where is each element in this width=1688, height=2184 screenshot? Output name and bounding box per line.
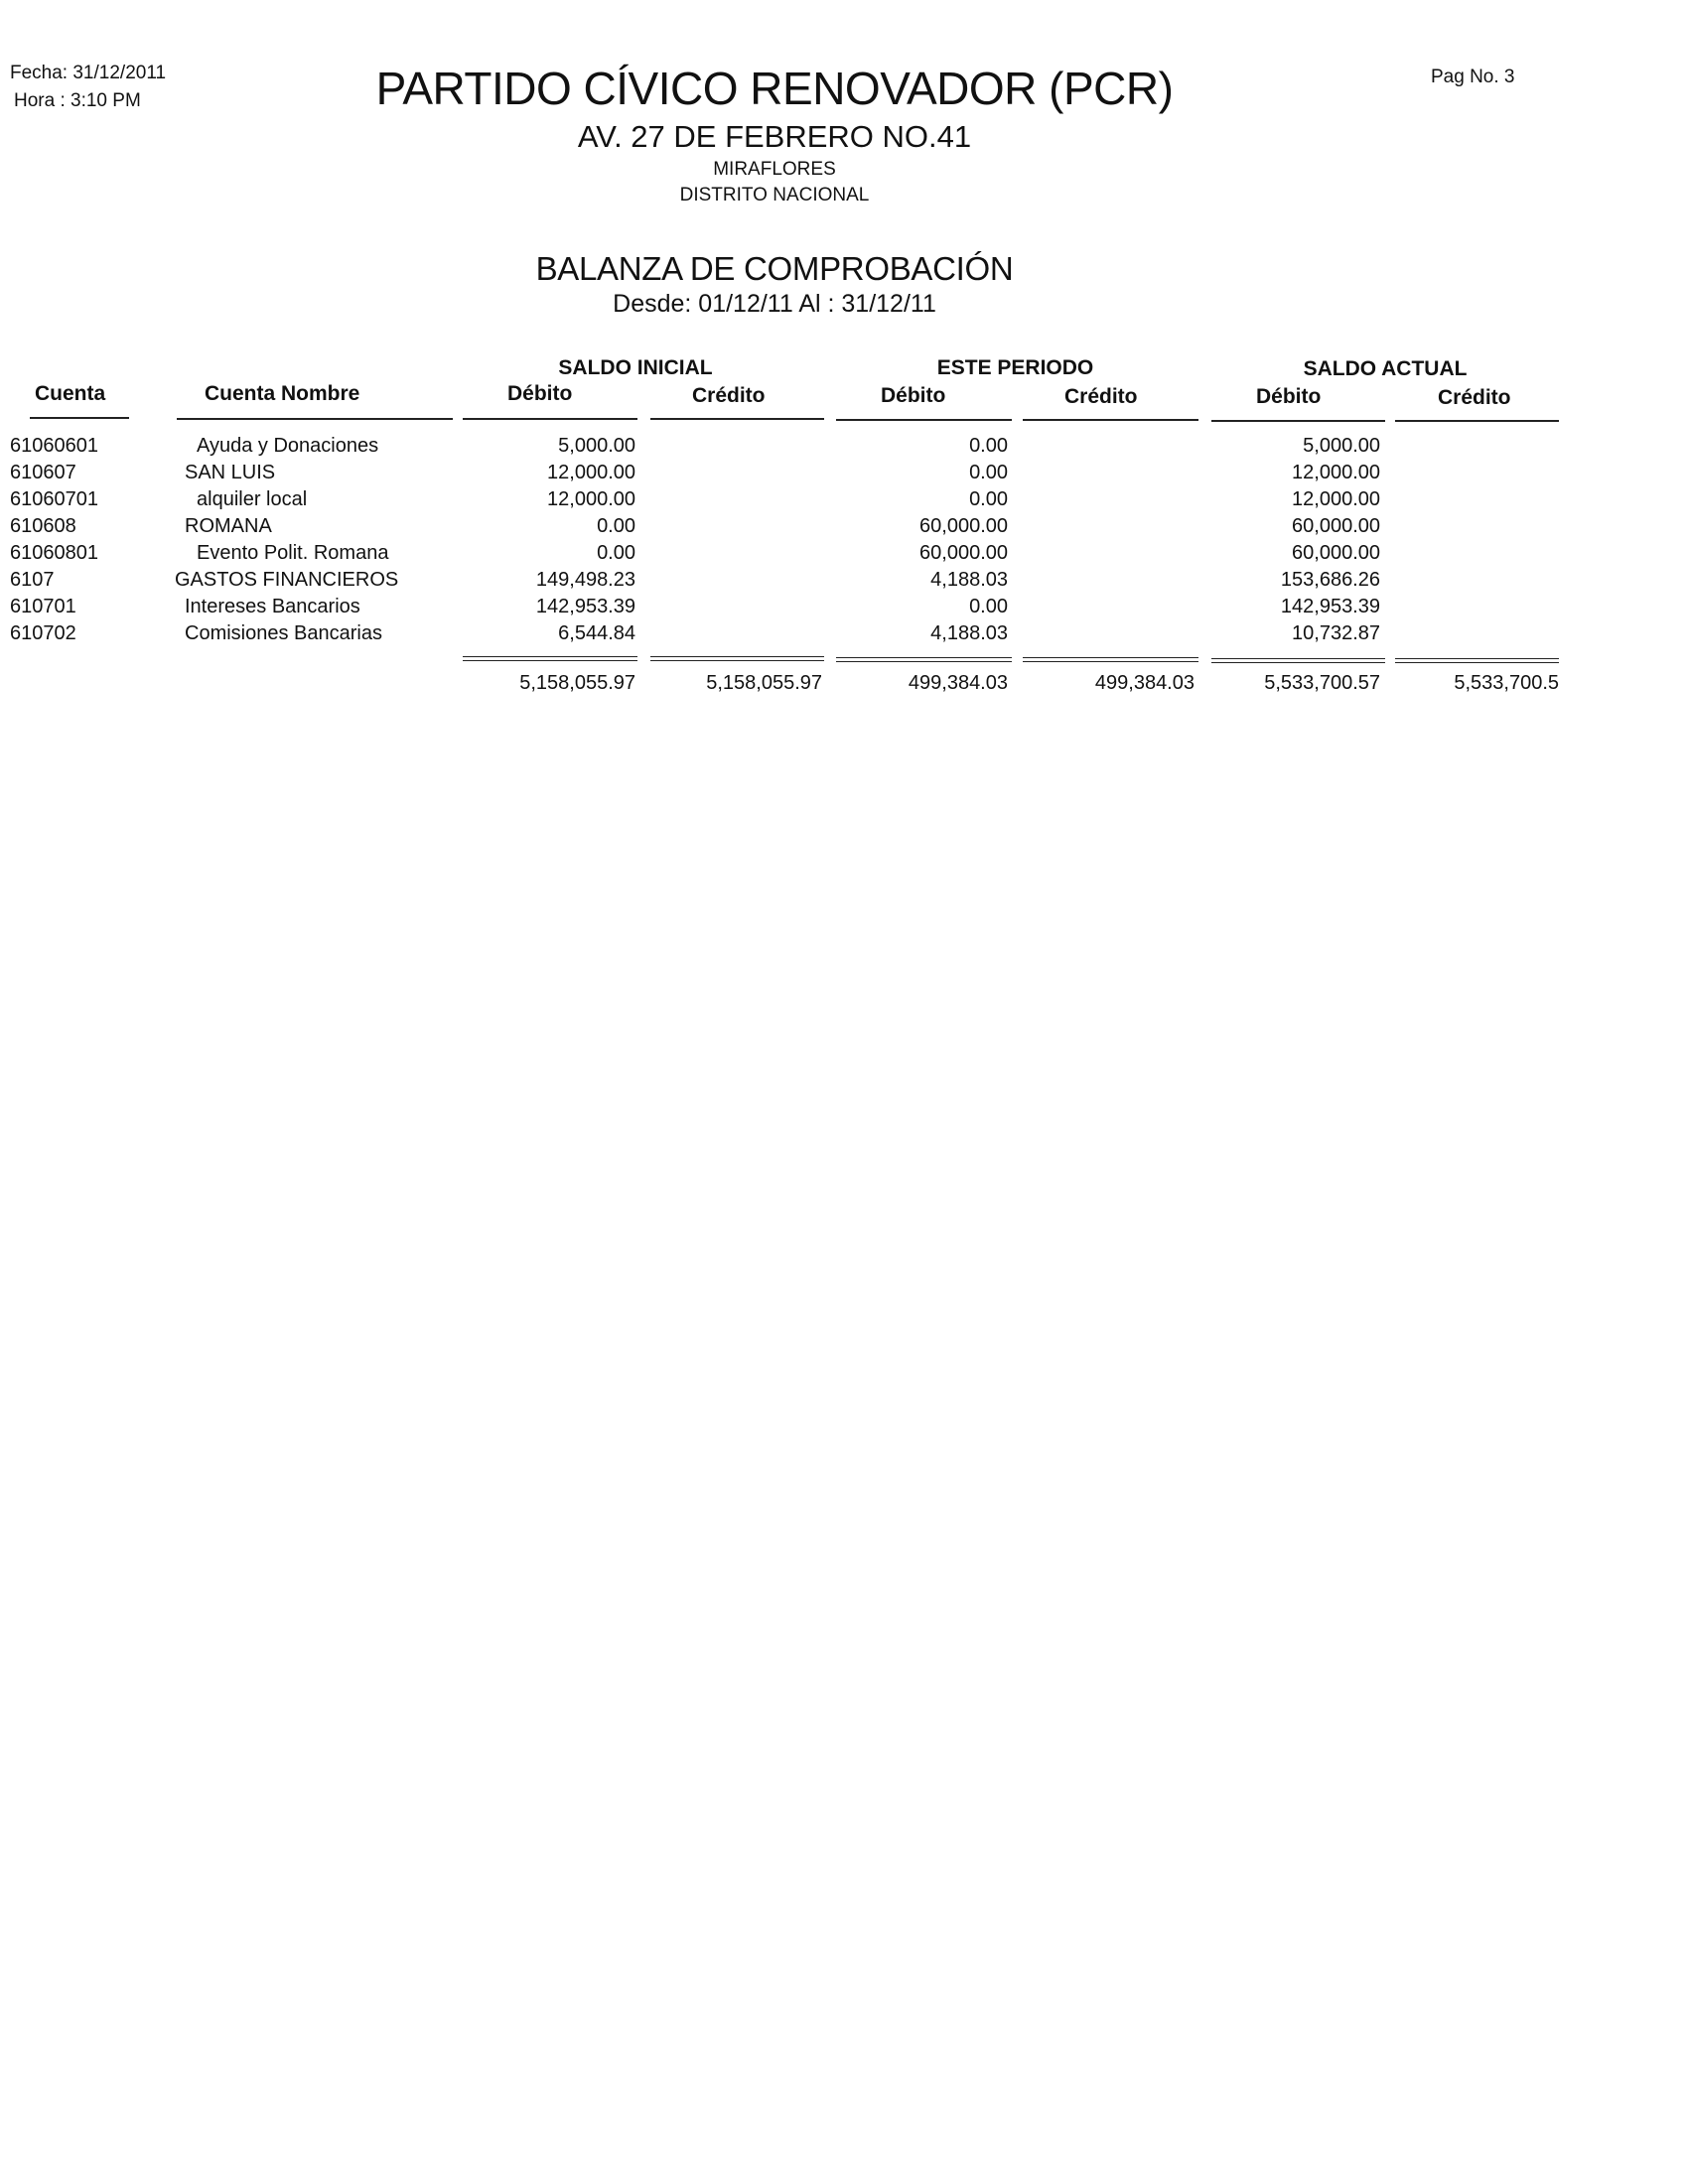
cell-nombre: GASTOS FINANCIEROS <box>175 569 399 591</box>
col-header-ep-credito: Crédito <box>1064 385 1138 408</box>
group-header-saldo-inicial: SALDO INICIAL <box>558 356 713 379</box>
cell-ep-debito: 4,188.03 <box>930 569 1008 591</box>
organization-address: AV. 27 DE FEBRERO NO.41 <box>577 119 972 154</box>
cell-sa-debito: 60,000.00 <box>1292 542 1380 564</box>
total-si-debito: 5,158,055.97 <box>519 672 635 694</box>
organization-city: MIRAFLORES <box>713 159 836 180</box>
table-row <box>0 622 1688 649</box>
cell-sa-debito: 10,732.87 <box>1292 622 1380 644</box>
organization-district: DISTRITO NACIONAL <box>679 185 870 205</box>
header-rule <box>836 419 1012 421</box>
page-number: Pag No. 3 <box>1431 67 1515 87</box>
cell-si-debito: 12,000.00 <box>547 488 635 510</box>
cell-sa-debito: 12,000.00 <box>1292 462 1380 483</box>
report-date-range: Desde: 01/12/11 Al : 31/12/11 <box>613 290 936 318</box>
table-row <box>0 569 1688 596</box>
cell-sa-debito: 5,000.00 <box>1303 435 1380 457</box>
total-double-rule <box>1211 658 1385 663</box>
cell-si-debito: 5,000.00 <box>558 435 635 457</box>
cell-ep-debito: 4,188.03 <box>930 622 1008 644</box>
cell-nombre: ROMANA <box>185 515 272 537</box>
cell-cuenta: 610607 <box>10 462 76 483</box>
total-sa-credito: 5,533,700.5 <box>1454 672 1559 694</box>
col-header-ep-debito: Débito <box>881 384 946 407</box>
cell-nombre: Ayuda y Donaciones <box>197 435 379 457</box>
table-row <box>0 488 1688 515</box>
header-rule <box>463 418 637 420</box>
cell-ep-debito: 0.00 <box>969 462 1008 483</box>
group-header-saldo-actual: SALDO ACTUAL <box>1303 357 1468 380</box>
table-row <box>0 515 1688 542</box>
col-header-si-debito: Débito <box>507 382 573 405</box>
header-rule <box>650 418 824 420</box>
cell-nombre: SAN LUIS <box>185 462 276 483</box>
table-row <box>0 596 1688 622</box>
header-rule <box>30 417 129 419</box>
total-double-rule <box>1023 657 1198 662</box>
print-date: Fecha: 31/12/2011 <box>10 63 167 83</box>
cell-cuenta: 610702 <box>10 622 76 644</box>
total-si-credito: 5,158,055.97 <box>706 672 822 694</box>
cell-ep-debito: 0.00 <box>969 596 1008 617</box>
col-header-cuenta: Cuenta <box>35 382 106 405</box>
cell-cuenta: 610701 <box>10 596 76 617</box>
cell-si-debito: 0.00 <box>597 542 635 564</box>
cell-si-debito: 0.00 <box>597 515 635 537</box>
cell-cuenta: 610608 <box>10 515 76 537</box>
total-double-rule <box>650 656 824 661</box>
organization-name: PARTIDO CÍVICO RENOVADOR (PCR) <box>375 63 1174 114</box>
cell-ep-debito: 0.00 <box>969 488 1008 510</box>
group-header-este-periodo: ESTE PERIODO <box>936 356 1094 379</box>
print-time: Hora : 3:10 PM <box>14 90 141 111</box>
col-header-cuenta-nombre: Cuenta Nombre <box>205 382 360 405</box>
cell-cuenta: 61060701 <box>10 488 98 510</box>
cell-nombre: alquiler local <box>197 488 308 510</box>
total-double-rule <box>836 657 1012 662</box>
cell-nombre: Comisiones Bancarias <box>185 622 382 644</box>
cell-si-debito: 12,000.00 <box>547 462 635 483</box>
cell-sa-debito: 153,686.26 <box>1280 569 1380 591</box>
cell-sa-debito: 12,000.00 <box>1292 488 1380 510</box>
cell-cuenta: 61060801 <box>10 542 98 564</box>
total-double-rule <box>463 656 637 661</box>
header-rule <box>1211 420 1385 422</box>
total-ep-debito: 499,384.03 <box>908 672 1008 694</box>
cell-ep-debito: 0.00 <box>969 435 1008 457</box>
total-ep-credito: 499,384.03 <box>1094 672 1195 694</box>
table-row <box>0 435 1688 462</box>
cell-si-debito: 6,544.84 <box>558 622 635 644</box>
col-header-sa-debito: Débito <box>1256 385 1322 408</box>
cell-si-debito: 149,498.23 <box>535 569 635 591</box>
cell-sa-debito: 60,000.00 <box>1292 515 1380 537</box>
cell-nombre: Evento Polit. Romana <box>197 542 389 564</box>
cell-sa-debito: 142,953.39 <box>1280 596 1380 617</box>
col-header-sa-credito: Crédito <box>1438 386 1511 409</box>
header-rule <box>177 418 453 420</box>
total-sa-debito: 5,533,700.57 <box>1264 672 1380 694</box>
table-row <box>0 462 1688 488</box>
cell-cuenta: 61060601 <box>10 435 98 457</box>
totals-row <box>0 672 1688 702</box>
report-title: BALANZA DE COMPROBACIÓN <box>535 250 1014 287</box>
cell-cuenta: 6107 <box>10 569 55 591</box>
cell-ep-debito: 60,000.00 <box>919 542 1008 564</box>
cell-ep-debito: 60,000.00 <box>919 515 1008 537</box>
total-double-rule <box>1395 658 1559 663</box>
header-rule <box>1395 420 1559 422</box>
col-header-si-credito: Crédito <box>692 384 766 407</box>
cell-si-debito: 142,953.39 <box>535 596 635 617</box>
table-row <box>0 542 1688 569</box>
cell-nombre: Intereses Bancarios <box>185 596 360 617</box>
header-rule <box>1023 419 1198 421</box>
